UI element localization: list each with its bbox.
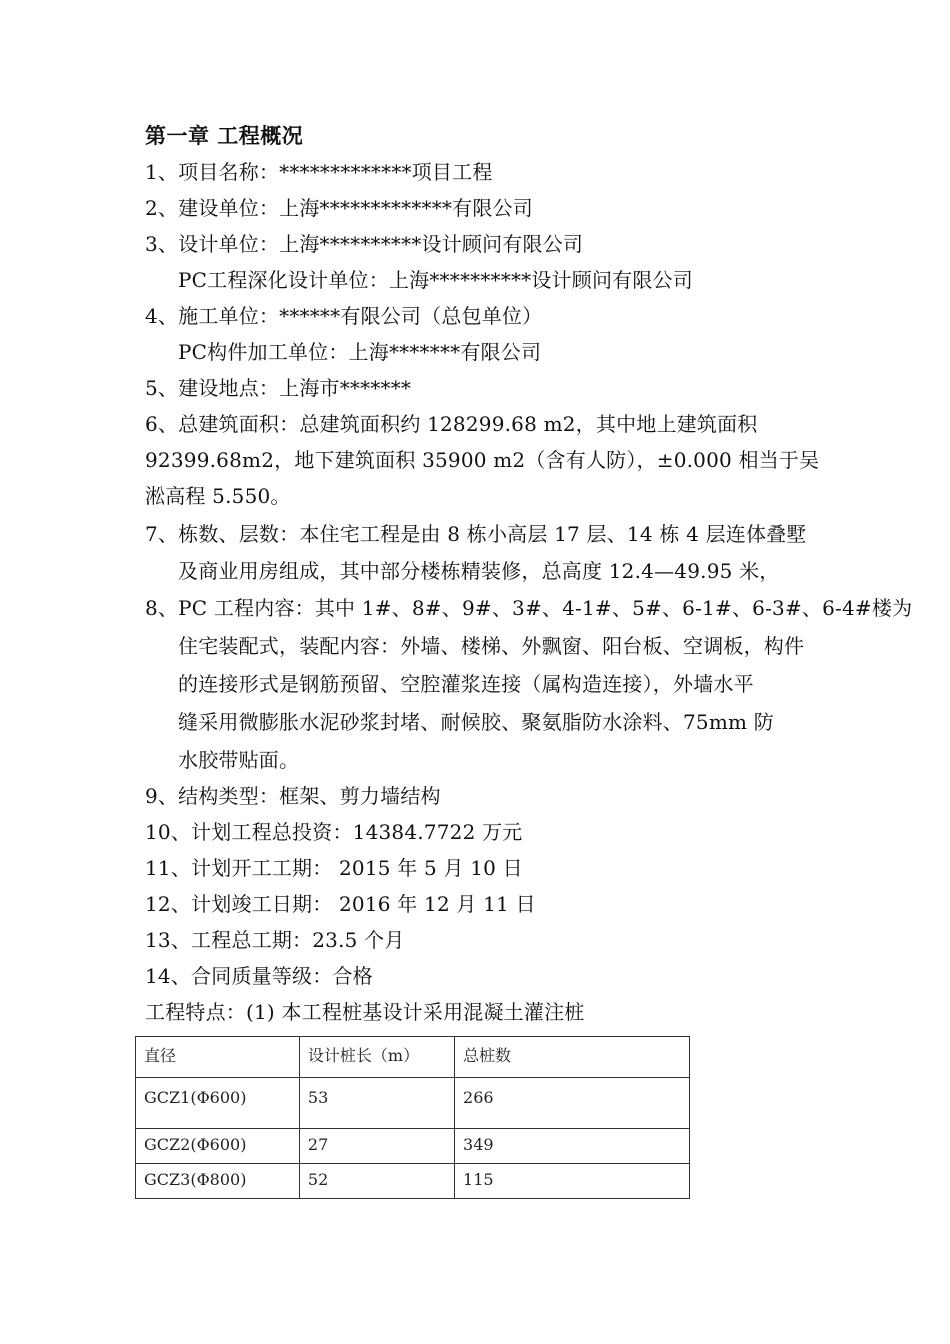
structure-type-line: 9、结构类型：框架、剪力墙结构 (145, 784, 441, 808)
pc-content-line-5: 水胶带贴面。 (178, 748, 300, 772)
area-line-2: 92399.68m2，地下建筑面积 35900 m2（含有人防），±0.000 相当于吴 (145, 448, 820, 472)
table-row (136, 1164, 690, 1199)
investment-line: 10、计划工程总投资：14384.7722 万元 (145, 820, 523, 844)
area-line-3: 淞高程 5.550。 (145, 484, 291, 508)
header-pile-count: 总桩数 (455, 1037, 690, 1078)
header-pile-length: 设计桩长（m） (299, 1037, 454, 1078)
duration-line: 13、工程总工期：23.5 个月 (145, 928, 405, 952)
table-cell: GCZ2(Φ600) (136, 1129, 300, 1164)
quality-line: 14、合同质量等级：合格 (145, 964, 373, 988)
pc-content-line-4: 缝采用微膨胀水泥砂浆封堵、耐候胶、聚氨脂防水涂料、75mm 防 (178, 710, 774, 734)
table-cell: 349 (455, 1129, 690, 1164)
pc-content-line-2: 住宅装配式，装配内容：外墙、楼梯、外飘窗、阳台板、空调板，构件 (178, 634, 805, 658)
contractor-line: 4、施工单位：******有限公司（总包单位） (145, 304, 543, 328)
features-line: 工程特点：(1) 本工程桩基设计采用混凝土灌注桩 (145, 1000, 585, 1024)
table-cell: 115 (455, 1164, 690, 1199)
pc-designer-line: PC工程深化设计单位：上海**********设计顾问有限公司 (178, 268, 693, 292)
table-cell: GCZ1(Φ600) (136, 1078, 300, 1129)
buildings-line-1: 7、栋数、层数：本住宅工程是由 8 栋小高层 17 层、14 栋 4 层连体叠墅 (145, 522, 807, 546)
table-cell: GCZ3(Φ800) (136, 1164, 300, 1199)
project-name-line: 1、项目名称：*************项目工程 (145, 160, 493, 184)
chapter-title: 第一章 工程概况 (145, 123, 304, 148)
area-line-1: 6、总建筑面积：总建筑面积约 128299.68 m2，其中地上建筑面积 (145, 412, 758, 436)
start-date-line: 11、计划开工工期： 2015 年 5 月 10 日 (145, 856, 523, 880)
table-cell: 266 (455, 1078, 690, 1129)
pc-manufacturer-line: PC构件加工单位：上海*******有限公司 (178, 340, 542, 364)
pc-content-line-1: 8、PC 工程内容：其中 1#、8#、9#、3#、4-1#、5#、6-1#、6-3#、6-4#楼为 (145, 596, 913, 620)
location-line: 5、建设地点：上海市******* (145, 376, 412, 400)
header-diameter: 直径 (136, 1037, 300, 1078)
table-row (136, 1078, 690, 1129)
table-header-row (136, 1037, 690, 1078)
table-cell: 27 (299, 1129, 454, 1164)
table-row (136, 1129, 690, 1164)
table-cell: 53 (299, 1078, 454, 1129)
designer-line: 3、设计单位：上海**********设计顾问有限公司 (145, 232, 584, 256)
pc-content-line-3: 的连接形式是钢筋预留、空腔灌浆连接（属构造连接），外墙水平 (178, 672, 754, 696)
completion-date-line: 12、计划竣工日期： 2016 年 12 月 11 日 (145, 892, 536, 916)
pile-table (135, 1036, 690, 1199)
client-line: 2、建设单位：上海*************有限公司 (145, 196, 533, 220)
table-cell: 52 (299, 1164, 454, 1199)
buildings-line-2: 及商业用房组成，其中部分楼栋精装修，总高度 12.4—49.95 米， (178, 559, 780, 583)
